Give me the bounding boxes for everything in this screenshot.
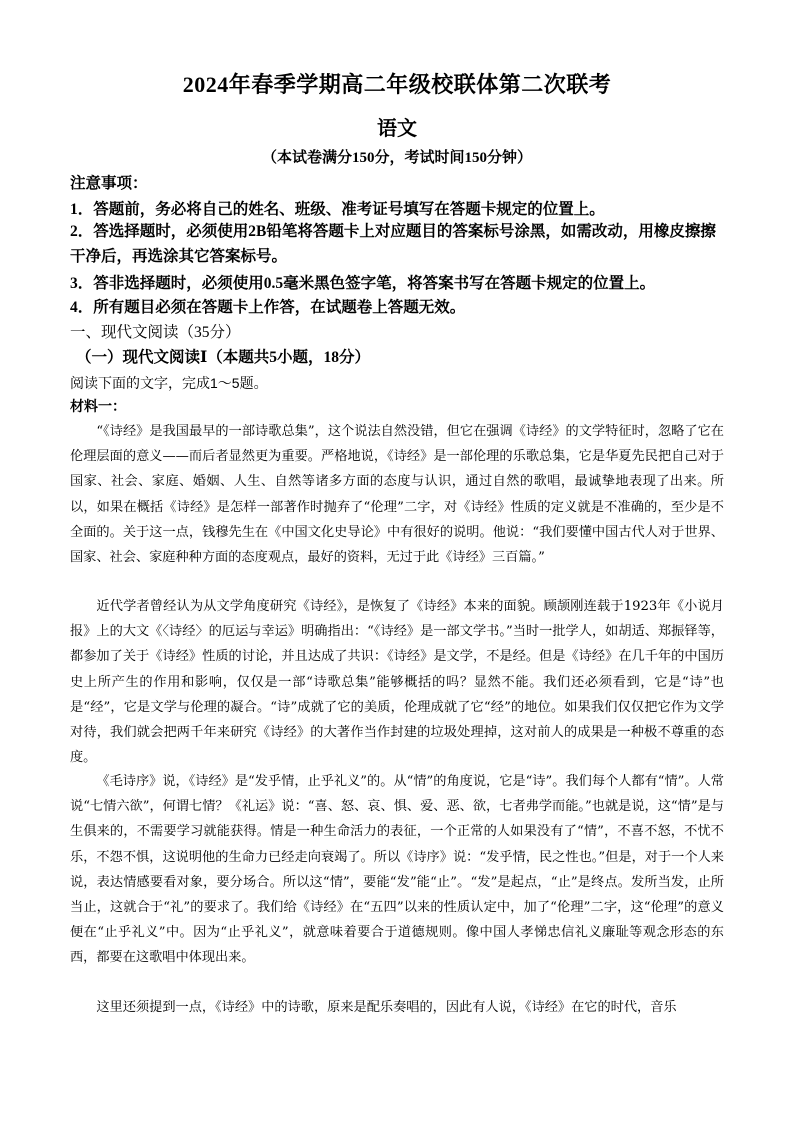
passage-paragraph: 《毛诗序》说，《诗经》是“发乎情，止乎礼义”的。从“情”的角度说，它是“诗”。我们每个人都有“情”。人常说“七情六欲”，何谓七情？《礼运》说：“喜、怒、哀、惧、爱、恶、欲，七者弗学而能。”也就是说，这“情”是与生俱来的，不需要学习就能获得。情是一种生命活力的表征，一个正常的人如果没有了“情”，不喜不怒，不忧不乐，不怨不惧，这说明他的生命力已经走向衰竭了。所以《诗序》说：“发乎情，民之性也。”但是，对于一个人来说，表达情感要看对象，要分场合。所以这“情”，要能“发”能“止”。“发”是起点，“止”是终点。发所当发，止所当止，这就合于“礼”的要求了。我们给《诗经》在“五四”以来的性质认定中，加了“伦理”二字，这“伦理”的意义便在“止乎礼义”中。因为“止乎礼义”，就意味着要合于道德规则。像中国人孝悌忠信礼义廉耻等观念形态的东西，都要在这歌唱中体现出来。 <box>70 774 724 966</box>
reading-direction: 阅读下面的文字，完成1～5题。 <box>70 375 268 391</box>
section-heading: 一、现代文阅读（35分） <box>70 324 241 341</box>
instruction-item: 1．答题前，务必将自己的姓名、班级、准考证号填写在答题卡规定的位置上。 <box>70 201 605 218</box>
passage-paragraph: 近代学者曾经认为从文学角度研究《诗经》，是恢复了《诗经》本来的面貌。顾颉刚连载于1923年《小说月报》上的大文《〈诗经〉的厄运与幸运》明确指出：“《诗经》是一部文学书。”当时一批学人，如胡适、郑振铎等，都参加了关于《诗经》性质的讨论，并且达成了共识：《诗经》是文学，不是经。但是《诗经》在几千年的中国历史上所产生的作用和影响，仅仅是一部“诗歌总集”能够概括的吗？显然不能。我们还必须看到，它是“诗”也是“经”，它是文学与伦理的凝合。“诗”成就了它的美质，伦理成就了它“经”的地位。如果我们仅仅把它作为文学对待，我们就会把两千年来研究《诗经》的大著作当作封建的垃圾处理掉，这对前人的成果是一种极不尊重的态度。 <box>70 599 724 766</box>
subject-title: 语文 <box>377 118 417 140</box>
instruction-item: 2．答选择题时，必须使用2B铅笔将答题卡上对应题目的答案标号涂黑，如需改动，用橡皮擦擦干净后，再选涂其它答案标号。 <box>70 223 716 265</box>
exam-title: 2024年春季学期高二年级校联体第二次联考 <box>182 72 612 97</box>
instruction-item: 4．所有题目必须在答题卡上作答，在试题卷上答题无效。 <box>70 299 466 316</box>
material-label: 材料一： <box>70 400 126 415</box>
passage-paragraph: “《诗经》是我国最早的一部诗歌总集”，这个说法自然没错，但它在强调《诗经》的文学特征时，忽略了它在伦理层面的意义——而后者显然更为重要。严格地说，《诗经》是一部伦理的乐歌总集，它是华夏先民把自己对于国家、社会、家庭、婚姻、人生、自然等诸多方面的态度与认识，通过自然的歌唱，最诚挚地表现了出来。所以，如果在概括《诗经》是怎样一部著作时抛弃了“伦理”二字，对《诗经》性质的定义就是不准确的，至少是不全面的。关于这一点，钱穆先生在《中国文化史导论》中有很好的说明。他说：“我们要懂中国古代人对于世界、国家、社会、家庭种种方面的态度观点，最好的资料，无过于此《诗经》三百篇。” <box>70 424 724 566</box>
exam-score-time-note: （本试卷满分150分，考试时间150分钟） <box>261 150 532 166</box>
instructions-heading: 注意事项： <box>70 175 148 192</box>
subsection-heading: （一）现代文阅读Ⅰ（本题共5小题，18分） <box>76 349 371 366</box>
passage-paragraph: 这里还须提到一点，《诗经》中的诗歌，原来是配乐奏唱的，因此有人说，《诗经》在它的时代，音乐 <box>96 1000 677 1015</box>
instruction-item: 3．答非选择题时，必须使用0.5毫米黑色签字笔，将答案书写在答题卡规定的位置上。 <box>70 275 656 292</box>
